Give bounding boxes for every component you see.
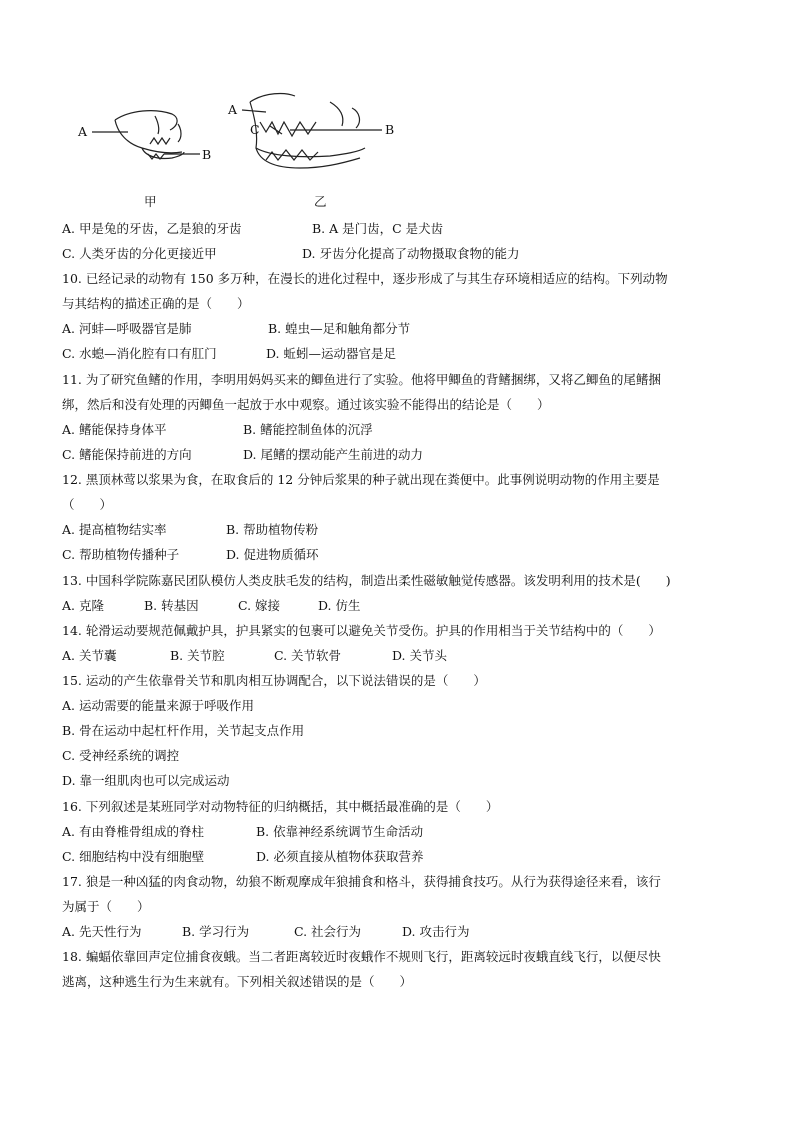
q15-option-a[interactable]: A. 运动需要的能量来源于呼吸作用	[62, 698, 254, 713]
q14-option-d[interactable]: D. 关节头	[391, 648, 447, 663]
q15-option-d[interactable]: D. 靠一组肌肉也可以完成运动	[62, 773, 230, 788]
q14-stem: 14. 轮滑运动要规范佩戴护具，护具紧实的包裹可以避免关节受伤。护具的作用相当于关节结构中的（ ）	[62, 623, 661, 638]
q10-options-row2	[62, 345, 396, 363]
q17-option-d[interactable]: D. 攻击行为	[401, 924, 470, 939]
q16-options-row2	[62, 848, 424, 866]
q10-options-row1	[62, 320, 410, 338]
q17-stem-line1: 17. 狼是一种凶猛的肉食动物，幼狼不断观摩成年狼捕食和格斗，获得捕食技巧。从行为获得途径来看，该行	[62, 874, 661, 889]
label-A-left: A	[78, 124, 88, 139]
q11-option-b[interactable]: B. 鳍能控制鱼体的沉浮	[242, 422, 373, 437]
q9-option-a[interactable]: A. 甲是兔的牙齿，乙是狼的牙齿	[62, 221, 242, 236]
label-B-left: B	[202, 147, 212, 162]
q10-stem-line2: 与其结构的描述正确的是（ ）	[62, 296, 250, 311]
q12-option-a[interactable]: A. 提高植物结实率	[62, 522, 167, 537]
q13-option-b[interactable]: B. 转基因	[143, 598, 199, 613]
left-skull-outline	[115, 111, 177, 130]
q17-options	[62, 923, 469, 941]
q16-option-a[interactable]: A. 有由脊椎骨组成的脊柱	[62, 824, 204, 839]
label-C-right: C	[250, 122, 260, 137]
q12-option-d[interactable]: D. 促进物质循环	[225, 547, 319, 562]
q18-stem-line2: 逃离，这种逃生行为生来就有。下列相关叙述错误的是（ ）	[62, 974, 413, 989]
q11-options-row2	[62, 446, 423, 464]
q11-option-d[interactable]: D. 尾鳍的摆动能产生前进的动力	[242, 447, 424, 462]
q17-option-c[interactable]: C. 社会行为	[293, 924, 362, 939]
q9-options-row2	[62, 245, 520, 263]
q15-option-c[interactable]: C. 受神经系统的调控	[62, 748, 180, 763]
q13-stem: 13. 中国科学院陈嘉民团队模仿人类皮肤毛发的结构，制造出柔性磁敏触觉传感器。该发明利用的技术是( )	[62, 573, 671, 588]
q11-option-a[interactable]: A. 鳍能保持身体平	[62, 422, 167, 437]
teeth-diagram	[60, 82, 480, 212]
q10-option-d[interactable]: D. 蚯蚓—运动器官是足	[265, 346, 397, 361]
label-A-right: A	[228, 102, 238, 117]
q9-option-d[interactable]: D. 牙齿分化提高了动物摄取食物的能力	[301, 246, 520, 261]
q16-option-c[interactable]: C. 细胞结构中没有细胞壁	[62, 849, 205, 864]
q12-option-b[interactable]: B. 帮助植物传粉	[225, 522, 319, 537]
q16-options-row1	[62, 823, 423, 841]
q12-stem-line1: 12. 黑顶林莺以浆果为食，在取食后的 12 分钟后浆果的种子就出现在粪便中。此事例说明动物的作用主要是	[62, 472, 660, 487]
label-B-right: B	[385, 122, 395, 137]
q14-options	[62, 647, 447, 665]
caption-yi: 乙	[314, 194, 327, 209]
q12-options-row2	[62, 546, 319, 564]
q13-option-a[interactable]: A. 克隆	[62, 598, 104, 613]
q12-options-row1	[62, 521, 318, 539]
q16-option-b[interactable]: B. 依靠神经系统调节生命活动	[255, 824, 424, 839]
right-skull-outline	[250, 94, 295, 102]
q11-option-c[interactable]: C. 鳍能保持前进的方向	[62, 447, 192, 462]
q11-options-row1	[62, 421, 373, 439]
q16-stem: 16. 下列叙述是某班同学对动物特征的归纳概括，其中概括最准确的是（ ）	[62, 799, 499, 814]
q11-stem-line2: 绑，然后和没有处理的丙鲫鱼一起放于水中观察。通过该实验不能得出的结论是（ ）	[62, 397, 550, 412]
q9-options-row1	[62, 220, 443, 238]
q17-option-a[interactable]: A. 先天性行为	[62, 924, 142, 939]
q12-stem-line2: （ ）	[62, 497, 113, 512]
q10-option-a[interactable]: A. 河蚌—呼吸器官是肺	[62, 321, 192, 336]
q13-option-c[interactable]: C. 嫁接	[237, 598, 281, 613]
q15-stem: 15. 运动的产生依靠骨关节和肌肉相互协调配合，以下说法错误的是（ ）	[62, 673, 486, 688]
q10-option-c[interactable]: C. 水螅—消化腔有口有肛门	[62, 346, 217, 361]
q15-option-b[interactable]: B. 骨在运动中起杠杆作用，关节起支点作用	[62, 723, 305, 738]
q13-option-d[interactable]: D. 仿生	[317, 598, 361, 613]
q17-option-b[interactable]: B. 学习行为	[181, 924, 250, 939]
q9-option-c[interactable]: C. 人类牙齿的分化更接近甲	[62, 246, 217, 261]
teeth-figure	[60, 82, 480, 212]
q10-option-b[interactable]: B. 蝗虫—足和触角都分节	[267, 321, 411, 336]
q9-option-b[interactable]: B. A 是门齿，C 是犬齿	[311, 221, 444, 236]
q17-stem-line2: 为属于（ ）	[62, 899, 150, 914]
q10-stem-line1: 10. 已经记录的动物有 150 多万种，在漫长的进化过程中，逐步形成了与其生存环境相适应的结构。下列动物	[62, 271, 668, 286]
q13-options	[62, 597, 360, 615]
caption-jia: 甲	[144, 194, 157, 209]
q11-stem-line1: 11. 为了研究鱼鳍的作用，李明用妈妈买来的鲫鱼进行了实验。他将甲鲫鱼的背鳍捆绑，又将乙鲫鱼的尾鳍捆	[62, 372, 661, 387]
q18-stem-line1: 18. 蝙蝠依靠回声定位捕食夜蛾。当二者距离较近时夜蛾作不规则飞行，距离较远时夜蛾直线飞行，以便尽快	[62, 949, 661, 964]
q14-option-c[interactable]: C. 关节软骨	[273, 648, 342, 663]
q14-option-b[interactable]: B. 关节腔	[169, 648, 225, 663]
q12-option-c[interactable]: C. 帮助植物传播种子	[62, 547, 180, 562]
q14-option-a[interactable]: A. 关节囊	[62, 648, 117, 663]
q16-option-d[interactable]: D. 必须直接从植物体获取营养	[255, 849, 424, 864]
leader-A-right	[242, 110, 266, 112]
